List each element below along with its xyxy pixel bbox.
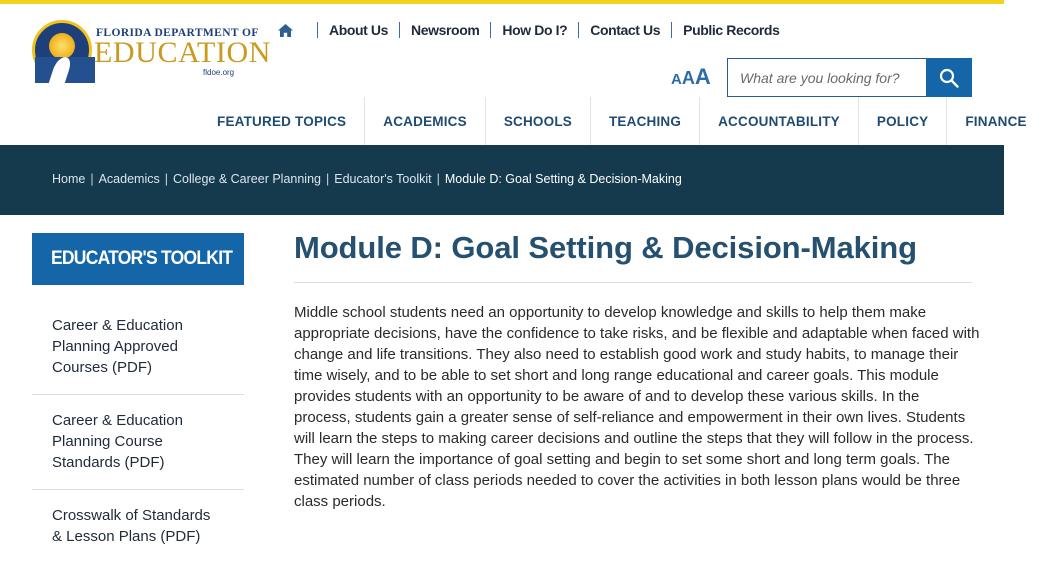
- utility-link-about-us[interactable]: About Us: [329, 22, 389, 38]
- nav-finance[interactable]: FINANCE: [946, 97, 1044, 145]
- utility-link-newsroom[interactable]: Newsroom: [411, 22, 480, 38]
- breadcrumb-separator: |: [436, 172, 440, 186]
- sidebar-link-course-standards[interactable]: Career & Education Planning Course Standards (PDF): [32, 395, 244, 490]
- nav-accountability[interactable]: ACCOUNTABILITY: [699, 97, 858, 145]
- sidebar-link-approved-courses[interactable]: Career & Education Planning Approved Courses (PDF): [32, 300, 244, 395]
- utility-nav: [276, 21, 779, 39]
- logo-line1: FLORIDA DEPARTMENT OF: [96, 27, 259, 39]
- utility-separator: [399, 22, 400, 38]
- utility-separator: [671, 22, 672, 38]
- utility-link-how-do-i[interactable]: How Do I?: [502, 22, 568, 38]
- main-nav: [199, 97, 1045, 145]
- nav-academics[interactable]: ACADEMICS: [364, 97, 485, 145]
- nav-schools[interactable]: SCHOOLS: [485, 97, 590, 145]
- breadcrumb-educators-toolkit[interactable]: Educator's Toolkit: [334, 172, 432, 186]
- top-accent-bar: [0, 0, 1004, 4]
- breadcrumb-home[interactable]: Home: [52, 172, 86, 186]
- search-button[interactable]: [926, 58, 972, 97]
- nav-teaching[interactable]: TEACHING: [590, 97, 699, 145]
- sidebar-title-text: EDUCATOR'S TOOLKIT: [51, 248, 233, 269]
- search-icon: [939, 68, 959, 88]
- text-size-large[interactable]: A: [694, 64, 711, 89]
- nav-policy[interactable]: POLICY: [858, 97, 946, 145]
- breadcrumb-separator: |: [326, 172, 330, 186]
- breadcrumb-separator: |: [90, 172, 94, 186]
- body-paragraph: Middle school students need an opportunity to develop knowledge and skills to help them make appropriate decisions, have the confidence to take risks, and be flexible and adaptable when faced with change and life transitions. They also need to establish good work and study habits, to manage their time wisely, and to be able to set short and long range educational and career goals. This module provides students with an opportunity to be aware of and to develop these various skills. In the process, students gain a greater sense of self-reliance and empowerment in their own lives. Students will learn the steps to making career decisions and outline the steps that they will follow in the process. They will learn the importance of goal setting and begin to set some short and long term goals. The estimated number of class periods needed to cover the activities in both lesson plans would be three class periods.: [294, 304, 980, 510]
- breadcrumb-college-career-planning[interactable]: College & Career Planning: [172, 172, 321, 186]
- text-size-control[interactable]: [671, 64, 711, 90]
- search-input[interactable]: [727, 58, 926, 97]
- sidebar-list: [32, 300, 244, 563]
- page-title: Module D: Goal Setting & Decision-Making: [294, 230, 917, 265]
- breadcrumb-band: [0, 145, 1004, 215]
- utility-separator: [578, 22, 579, 38]
- logo-line2: EDUCATION: [94, 36, 272, 69]
- utility-link-contact-us[interactable]: Contact Us: [590, 22, 661, 38]
- sidebar-title[interactable]: [32, 233, 244, 285]
- search-bar: [727, 58, 972, 97]
- breadcrumb-separator: |: [164, 172, 168, 186]
- sidebar-link-crosswalk[interactable]: Crosswalk of Standards & Lesson Plans (PDF): [52, 507, 211, 545]
- nav-featured-topics[interactable]: FEATURED TOPICS: [217, 113, 347, 129]
- utility-separator: [317, 22, 318, 38]
- utility-link-public-records[interactable]: Public Records: [683, 22, 780, 38]
- breadcrumb-current: Module D: Goal Setting & Decision-Making: [444, 172, 682, 186]
- home-icon[interactable]: [276, 21, 294, 39]
- breadcrumb: [52, 172, 682, 186]
- fldoe-logo[interactable]: [30, 18, 272, 84]
- title-divider: [294, 282, 972, 283]
- utility-separator: [490, 22, 491, 38]
- text-size-small[interactable]: A: [671, 71, 682, 88]
- logo-line3: fldoe.org: [203, 68, 235, 77]
- text-size-medium[interactable]: A: [681, 68, 695, 88]
- logo-seal-icon: [32, 20, 92, 80]
- breadcrumb-academics[interactable]: Academics: [98, 172, 160, 186]
